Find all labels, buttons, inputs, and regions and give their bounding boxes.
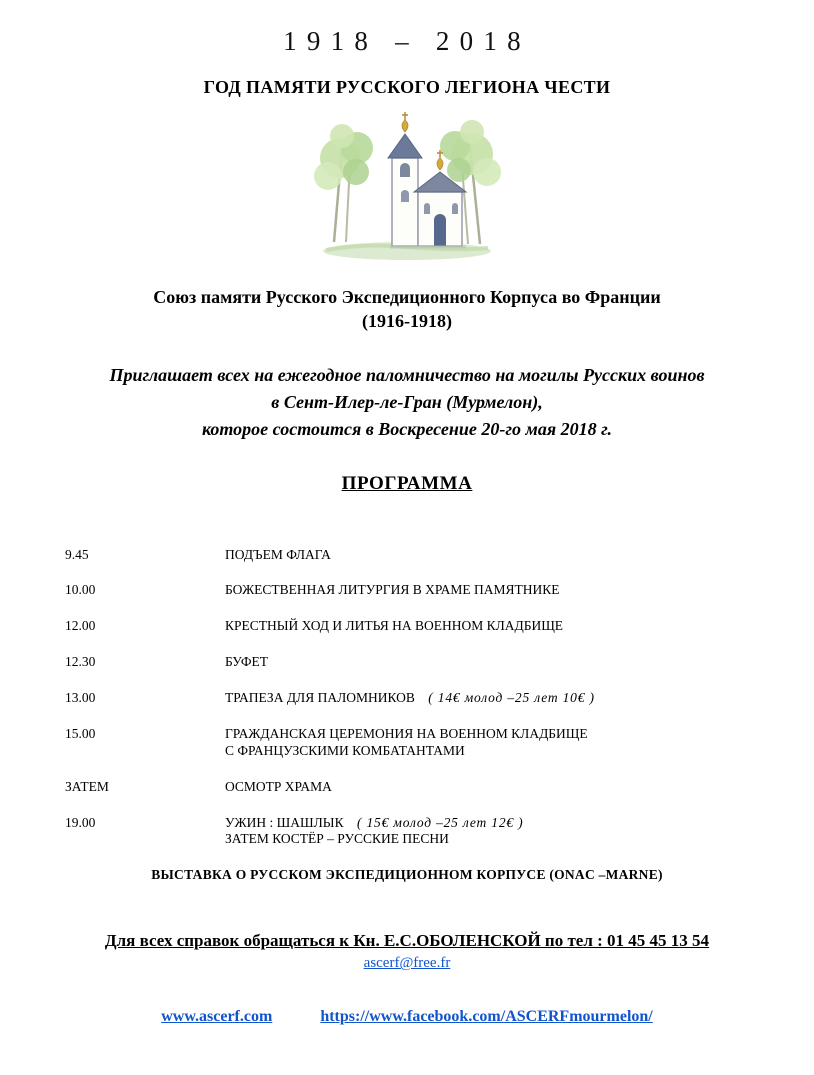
invitation-line1: Приглашает всех на ежегодное паломничество на могилы Русских воинов bbox=[109, 364, 705, 385]
program-time: ЗАТЕМ bbox=[65, 778, 109, 794]
union-title bbox=[0, 285, 814, 334]
program-event-text: ТРАПЕЗА ДЛЯ ПАЛОМНИКОВ bbox=[225, 690, 415, 706]
program-row bbox=[65, 654, 814, 671]
church-illustration bbox=[0, 110, 814, 267]
contact-line: Для всех справок обращаться к Кн. Е.С.ОБОЛЕНСКОЙ по тел : 01 45 45 13 54 bbox=[104, 931, 710, 951]
union-line2: (1916-1918) bbox=[362, 311, 452, 332]
program-event-line2: ЗАТЕМ КОСТЁР – РУССКИЕ ПЕСНИ bbox=[225, 831, 449, 847]
program-time: 9.45 bbox=[65, 546, 89, 562]
program-event-text: ПОДЪЕМ ФЛАГА bbox=[225, 546, 331, 562]
exhibition-note: ВЫСТАВКА О РУССКОМ ЭКСПЕДИЦИОННОМ КОРПУСЕ (ONAC –MARNE) bbox=[151, 867, 663, 883]
program-title: ПРОГРАММА bbox=[341, 472, 473, 494]
invitation-line3: которое состоится в Воскресение 20-го мая 2018 г. bbox=[201, 418, 613, 439]
program-time: 15.00 bbox=[65, 725, 96, 741]
program-time: 13.00 bbox=[65, 690, 96, 706]
program-event-text: ОСМОТР ХРАМА bbox=[225, 778, 332, 794]
program-row bbox=[65, 547, 814, 564]
program-row bbox=[65, 618, 814, 635]
program-event bbox=[225, 726, 814, 760]
program-event bbox=[225, 779, 814, 796]
invitation-text bbox=[0, 362, 814, 443]
program-event-line2: С ФРАНЦУЗСКИМИ КОМБАТАНТАМИ bbox=[225, 742, 465, 758]
program-event-text: БОЖЕСТВЕННАЯ ЛИТУРГИЯ В ХРАМЕ ПАМЯТНИКЕ bbox=[225, 582, 560, 598]
program-event bbox=[225, 815, 814, 849]
program-event-text: УЖИН : ШАШЛЫК bbox=[225, 814, 344, 830]
program-row bbox=[65, 582, 814, 599]
years-heading: 1918 – 2018 bbox=[283, 26, 531, 56]
church-icon bbox=[312, 110, 502, 262]
program-time: 12.00 bbox=[65, 618, 96, 634]
page-title: ГОД ПАМЯТИ РУССКОГО ЛЕГИОНА ЧЕСТИ bbox=[203, 77, 611, 97]
contact-block bbox=[0, 931, 814, 972]
bottom-links bbox=[0, 1008, 814, 1026]
union-line1: Союз памяти Русского Экспедиционного Корпуса во Франции bbox=[153, 287, 661, 307]
program-note: ( 14€ молод –25 лет 10€ ) bbox=[428, 690, 595, 706]
program-event-text: КРЕСТНЫЙ ХОД И ЛИТЬЯ НА ВОЕННОМ КЛАДБИЩЕ bbox=[225, 618, 564, 634]
program-time: 10.00 bbox=[65, 582, 96, 598]
program-row bbox=[65, 815, 814, 849]
website-link[interactable]: www.ascerf.com bbox=[161, 1008, 273, 1026]
program-event bbox=[225, 582, 814, 599]
email-line bbox=[0, 955, 814, 972]
program-time: 19.00 bbox=[65, 814, 96, 830]
program-note: ( 15€ молод –25 лет 12€ ) bbox=[356, 814, 524, 830]
facebook-link[interactable]: https://www.facebook.com/ASCERFmourmelon/ bbox=[320, 1008, 653, 1026]
program-list bbox=[65, 547, 814, 849]
program-row bbox=[65, 779, 814, 796]
program-time: 12.30 bbox=[65, 654, 96, 670]
program-event bbox=[225, 654, 814, 671]
program-event bbox=[225, 547, 814, 564]
program-event-text: БУФЕТ bbox=[225, 654, 268, 670]
program-event bbox=[225, 618, 814, 635]
program-event-text: ГРАЖДАНСКАЯ ЦЕРЕМОНИЯ НА ВОЕННОМ КЛАДБИЩЕ bbox=[225, 725, 588, 741]
program-row bbox=[65, 690, 814, 707]
email-link[interactable]: ascerf@free.fr bbox=[363, 955, 451, 972]
program-row bbox=[65, 726, 814, 760]
program-event bbox=[225, 690, 814, 707]
invitation-line2: в Сент-Илер-ле-Гран (Мурмелон), bbox=[271, 391, 543, 412]
